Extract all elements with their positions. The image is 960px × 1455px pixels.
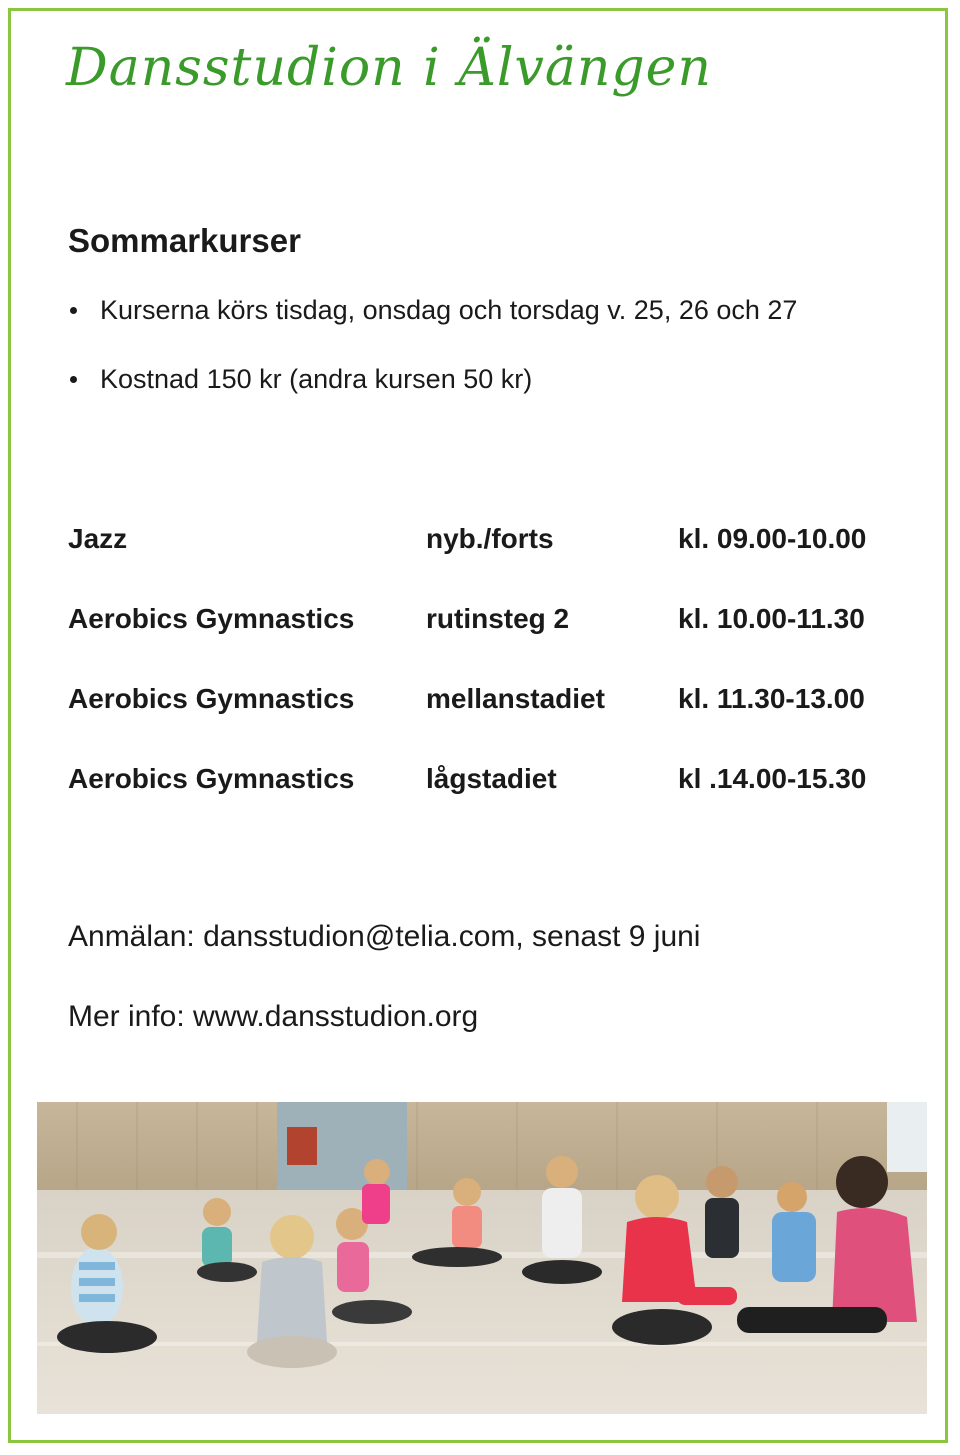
- course-name: Aerobics Gymnastics: [68, 763, 355, 794]
- course-name: Jazz: [68, 523, 128, 554]
- course-level: nyb./forts: [426, 523, 554, 554]
- signup-text: Anmälan: dansstudion@telia.com, senast 9 juni: [68, 920, 701, 953]
- course-time: kl. 11.30-13.00: [678, 683, 865, 714]
- list-item-text: Kostnad 150 kr (andra kursen 50 kr): [100, 364, 533, 394]
- course-level: rutinsteg 2: [426, 603, 570, 634]
- list-item: [68, 292, 797, 328]
- course-level: mellanstadiet: [426, 683, 605, 714]
- page-title: Dansstudion i Älvängen: [66, 38, 712, 98]
- course-time: kl. 09.00-10.00: [678, 523, 867, 554]
- list-item-text: Kurserna körs tisdag, onsdag och torsdag v. 25, 26 och 27: [100, 295, 798, 325]
- course-time: kl .14.00-15.30: [678, 763, 867, 794]
- course-level: lågstadiet: [426, 763, 557, 794]
- info-text: Mer info: www.dansstudion.org: [68, 1000, 479, 1033]
- course-name: Aerobics Gymnastics: [68, 683, 355, 714]
- course-time: kl. 10.00-11.30: [678, 603, 865, 634]
- bullet-icon: [70, 376, 77, 383]
- list-item: [68, 361, 797, 397]
- section-heading: Sommarkurser: [68, 222, 301, 259]
- bullet-icon: [70, 307, 77, 314]
- course-name: Aerobics Gymnastics: [68, 603, 355, 634]
- info-list: [68, 292, 797, 430]
- dance-class-photo: [37, 1102, 927, 1414]
